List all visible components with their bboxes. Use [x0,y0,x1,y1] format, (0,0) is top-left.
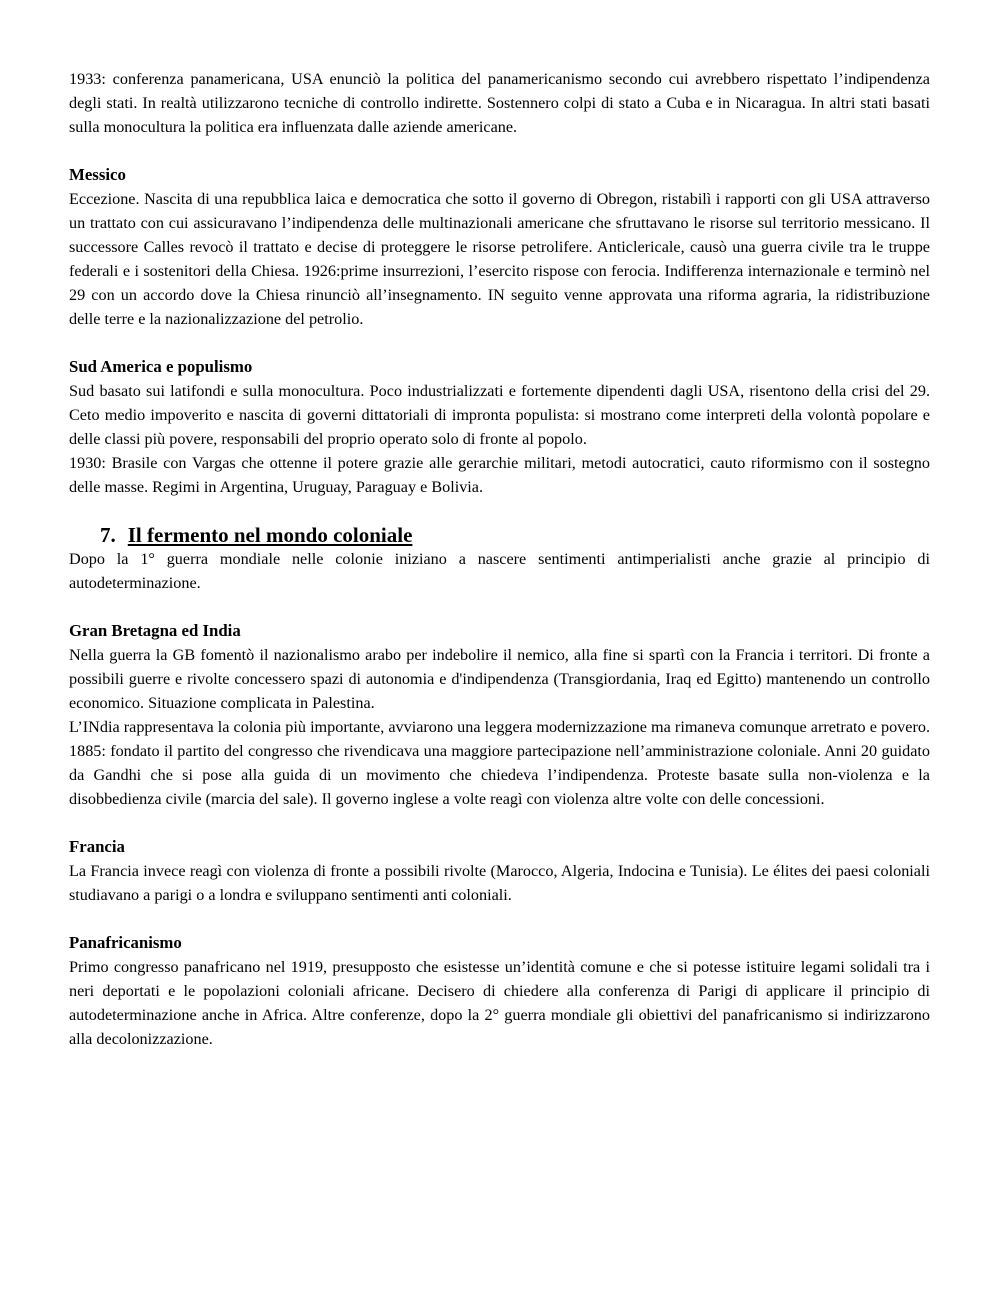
sud-america-paragraph-1: Sud basato sui latifondi e sulla monocultura. Poco industrializzati e fortemente dipendenti dagli USA, risentono della crisi del 29. Ceto medio impoverito e nascita di governi dittatoriali di impronta populista: si mostrano come interpreti della volontà popolare e delle classi più povere, responsabili del proprio operato solo di fronte al popolo. [69,382,930,448]
section-heading-messico: Messico [69,165,126,184]
section-heading-panafricanismo: Panafricanismo [69,933,182,952]
intro-paragraph: 1933: conferenza panamericana, USA enunciò la politica del panamericanismo secondo cui avrebbero rispettato l’indipendenza degli stati. In realtà utilizzarono tecniche di controllo indirette. Sostennero colpi di stato a Cuba e in Nicaragua. In altri stati basati sulla monocultura la politica era influenzata dalle aziende americane. [69,70,930,136]
messico-paragraph: Eccezione. Nascita di una repubblica laica e democratica che sotto il governo di Obregon, ristabilì i rapporti con gli USA attraverso un trattato con cui assicuravano l’indipendenza delle multinazionali americane che sfruttavano le risorse sul territorio messicano. Il successore Calles revocò il trattato e decise di proteggere le risorse petrolifere. Anticlericale, causò una guerra civile tra le truppe federali e i sostenitori della Chiesa. 1926:prime insurrezioni, l’esercito rispose con ferocia. Indifferenza internazionale e terminò nel 29 con un accordo dove la Chiesa rinunciò all’insegnamento. IN seguito venne approvata una riforma agraria, la ridistribuzione delle terre e la nazionalizzazione del petrolio. [69,190,930,328]
spacer [69,811,930,835]
francia-paragraph: La Francia invece reagì con violenza di fronte a possibili rivolte (Marocco, Algeria, Indocina e Tunisia). Le élites dei paesi coloniali studiavano a parigi o a londra e sviluppano sentimenti anti coloniali. [69,862,930,904]
panafricanismo-paragraph: Primo congresso panafricano nel 1919, presupposto che esistesse un’identità comune e che si potesse istituire legami solidali tra i neri deportati e le popolazioni coloniali africane. Decisero di chiedere alla conferenza di Parigi di applicare il principio di autodeterminazione anche in Africa. Altre conferenze, dopo la 2° guerra mondiale gli obiettivi del panafricanismo si indirizzarono alla decolonizzazione. [69,958,930,1048]
spacer [69,331,930,355]
section-heading-gran-bretagna: Gran Bretagna ed India [69,621,241,640]
document-page [69,67,930,1051]
spacer [69,499,930,523]
section-heading-francia: Francia [69,837,125,856]
chapter-heading [69,523,930,547]
gran-bretagna-paragraph-1: Nella guerra la GB fomentò il nazionalismo arabo per indebolire il nemico, alla fine si spartì con la Francia i territori. Di fronte a possibili guerre e rivolte concessero spazi di autonomia e d'indipendenza (Transgiordania, Iraq ed Egitto) mantenendo un controllo economico. Situazione complicata in Palestina. [69,646,930,712]
chapter-title: Il fermento nel mondo coloniale [127,523,413,547]
chapter-paragraph: Dopo la 1° guerra mondiale nelle colonie iniziano a nascere sentimenti antimperialisti anche grazie al principio di autodeterminazione. [69,550,930,592]
chapter-number: 7. [100,523,116,547]
section-heading-sud-america: Sud America e populismo [69,357,253,376]
sud-america-paragraph-2: 1930: Brasile con Vargas che ottenne il potere grazie alle gerarchie militari, metodi autocratici, cauto riformismo con il sostegno delle masse. Regimi in Argentina, Uruguay, Paraguay e Bolivia. [69,454,930,496]
spacer [69,907,930,931]
spacer [69,139,930,163]
gran-bretagna-paragraph-2: L’INdia rappresentava la colonia più importante, avviarono una leggera modernizzazione ma rimaneva comunque arretrato e povero. 1885: fondato il partito del congresso che rivendicava una maggiore partecipazione nell’amministrazione coloniale. Anni 20 guidato da Gandhi che si pose alla guida di un movimento che chiedeva l’indipendenza. Proteste basate sulla non-violenza e la disobbedienza civile (marcia del sale). Il governo inglese a volte reagì con violenza altre volte con delle concessioni. [69,718,930,808]
spacer [69,595,930,619]
